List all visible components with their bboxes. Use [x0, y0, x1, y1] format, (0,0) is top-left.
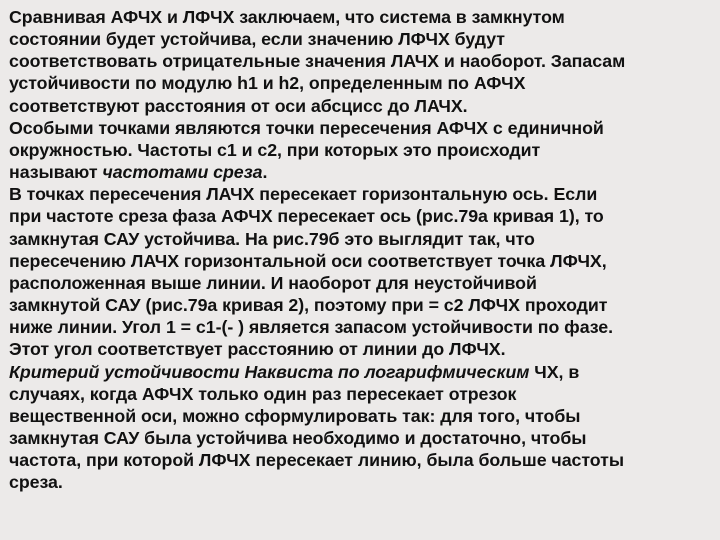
text-line-10: при частоте среза фаза АФЧХ пересекает ось (рис.79а кривая 1), то [9, 206, 604, 227]
text-line-14: замкнутой САУ (рис.79а кривая 2), поэтому при = с2 ЛФЧХ проходит [9, 295, 608, 316]
text-line-9: В точках пересечения ЛАЧХ пересекает горизонтальную ось. Если [9, 184, 598, 205]
text-line-12: пересечению ЛАЧХ горизонтальной оси соответствует точка ЛФЧХ, [9, 250, 607, 271]
text-line-15: ниже линии. Угол 1 = с1-(- ) является запасом устойчивости по фазе. [9, 317, 614, 338]
body-text [9, 6, 715, 493]
text-line-3: соответствовать отрицательные значения ЛАЧХ и наоборот. Запасам [9, 51, 626, 72]
text-line-7: окружностью. Частоты с1 и с2, при которых это происходит [9, 139, 541, 160]
text-line-4: устойчивости по модулю h1 и h2, определенным по АФЧХ [9, 73, 526, 94]
text-line-18: случаях, когда АФЧХ только один раз пересекает отрезок [9, 383, 517, 404]
text-line-19: вещественной оси, можно сформулировать так: для того, чтобы [9, 405, 581, 426]
text-line-17: Критерий устойчивости Наквиста по логарифмическим ЧХ, в [9, 361, 580, 382]
italic-term: частотами среза [102, 162, 263, 183]
text-line-16: Этот угол соответствует расстоянию от линии до ЛФЧХ. [9, 339, 506, 360]
italic-criterion: Критерий устойчивости Наквиста по логарифмическим [9, 361, 530, 382]
text-line-22: среза. [9, 472, 63, 493]
text-line-20: замкнутая САУ была устойчива необходимо и достаточно, чтобы [9, 427, 587, 448]
text-line-1: Сравнивая АФЧХ и ЛФЧХ заключаем, что система в замкнутом [9, 7, 565, 27]
text-line-5: соответствуют расстояния от оси абсцисс до ЛАЧХ. [9, 95, 468, 116]
text-line-8: называют частотами среза. [9, 162, 268, 183]
text-line-13: расположенная выше линии. И наоборот для неустойчивой [9, 272, 537, 293]
text-line-2: состоянии будет устойчива, если значению ЛФЧХ будут [9, 29, 505, 50]
text-line-21: частота, при которой ЛФЧХ пересекает линию, была больше частоты [9, 450, 624, 471]
text-line-6: Особыми точками являются точки пересечения АФЧХ с единичной [9, 117, 604, 138]
text-line-11: замкнутая САУ устойчива. На рис.79б это выглядит так, что [9, 228, 535, 249]
